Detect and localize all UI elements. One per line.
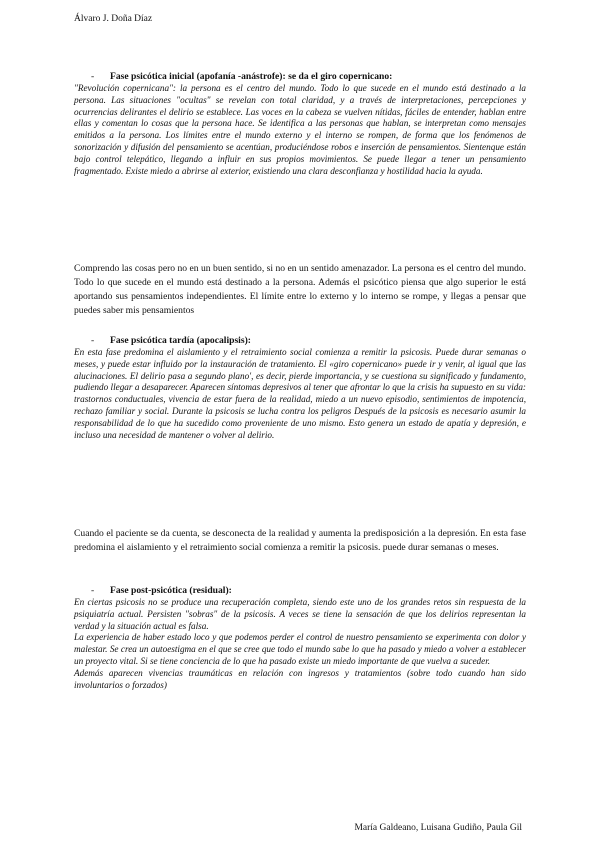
page-footer-authors: María Galdeano, Luisana Gudiño, Paula Gil [354,823,522,833]
note-paragraph-1 [74,262,526,318]
note-paragraph-2 [74,527,526,555]
section-body [74,597,526,691]
section-heading [74,584,526,597]
body-paragraph: En ciertas psicosis no se produce una recuperación completa, siendo este uno de los grandes retos sin respuesta de la psiquiatría actual. Persisten "sobras" de la psicosis. A veces se tiene la sensación de que los delirios representan la verdad y la situación actual es falsa. [74,597,526,631]
page-header-author: Álvaro J. Doña Díaz [74,14,153,24]
section-heading [74,334,526,347]
list-dash: - [91,335,95,346]
body-paragraph: Además aparecen vivencias traumáticas en relación con ingresos y tratamientos (sobre todo cuando han sido involuntarios o forzados) [74,667,526,690]
body-paragraph: "Revolución copernicana": la persona es el centro del mundo. Todo lo que sucede en el mundo está destinado a la persona. Las situaciones "ocultas" se revelan con total claridad, y a través de interpretaciones, percepciones y ocurrencias delirantes el delirio se establece. Las voces en la cabeza se vuelven nítidas, fáciles de entender, hablan entre ellas y comentan lo cosas que la persona hace. Se identifica a las personas que hablan, se interpretan como mensajes emitidos a la persona. Los límites entre el mundo externo y el interno se rompen, de forma que los fenómenos de sonorización y difusión del pensamiento se acentúan, produciéndose robos e inserción de pensamientos. Sientenque están bajo control telepático, llegando a influir en sus propios movimientos. Se puede llegar a tener un pensamiento fragmentado. Existe miedo a abrirse al exterior, existiendo una clara desconfianza y hostilidad hacia la ayuda. [74,83,526,176]
body-paragraph: La experiencia de haber estado loco y que podemos perder el control de nuestro pensamiento se experimenta con dolor y malestar. Se crea un autoestigma en el que se cree que todo el mundo sabe lo que ha pasado y miedo a volver a establecer un proyecto vital. Si se tiene conciencia de lo que ha pasado existe un miedo importante de que vuelva a suceder. [74,632,526,666]
list-dash: - [91,585,95,596]
section-heading [74,70,526,83]
note-text: Cuando el paciente se da cuenta, se desconecta de la realidad y aumenta la predisposición a la depresión. En esta fase predomina el aislamiento y el retraimiento social comienza a remitir la psicosis. puede durar semanas o meses. [74,528,526,553]
heading-text: Fase post-psicótica (residual): [110,585,232,596]
body-paragraph: En esta fase predomina el aislamiento y el retraimiento social comienza a remitir la psicosis. Puede durar semanas o meses, y puede estar influido por la instauración de tratamiento. El «giro copernicano» puede ir y venir, al igual que las alucinaciones. El delirio pasa a segundo plano', es decir, pierde importancia, y se cuestiona su significado y fundamento, pudiendo llegar a desaparecer. Aparecen síntomas depresivos al tener que afrontar lo que la crisis ha supuesto en su vida: trastornos conductuales, vivencia de estar fuera de la realidad, miedo a un nuevo episodio, sentimientos de impotencia, rechazo familiar y social. Durante la psicosis se lucha contra los peligros Después de la psicosis es necesario asumir la responsabilidad de lo que ha sucedido como proveniente de uno mismo. Esto genera un estado de apatía y depresión, e incluso una necesidad de mantener o volver al delirio. [74,347,526,440]
heading-text: Fase psicótica tardía (apocalipsis): [110,335,251,346]
list-dash: - [91,71,95,82]
section-late-phase [74,334,526,441]
section-body [74,347,526,441]
section-initial-phase [74,70,526,177]
section-post-phase [74,584,526,691]
section-body [74,83,526,177]
note-text: Comprendo las cosas pero no en un buen sentido, si no en un sentido amenazador. La persona es el centro del mundo. Todo lo que sucede en el mundo está destinado a la persona. Además el psicótico piensa que algo superior le está aportando sus pensamientos independientes. El límite entre lo externo y lo interno se rompe, y llegas a pensar que puedes saber mis pensamientos [74,263,526,316]
heading-text: Fase psicótica inicial (apofanía -anástrofe): se da el giro copernicano: [110,71,393,82]
